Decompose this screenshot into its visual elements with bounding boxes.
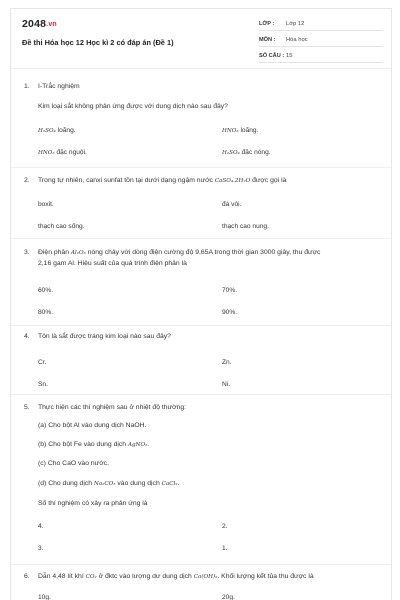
- answer-option-c[interactable]: 3.: [38, 545, 44, 552]
- question-divider: [11, 238, 392, 239]
- answer-option-b[interactable]: 70%.: [222, 287, 238, 294]
- question-divider: [11, 325, 392, 326]
- meta-divider: [259, 62, 383, 63]
- answer-option-d[interactable]: H₂SO₄ đặc nóng.: [222, 149, 271, 156]
- question-text: Thực hiện các thí nghiệm sau ở nhiệt độ thường:: [38, 404, 186, 411]
- question-number: 5.: [24, 404, 30, 411]
- answer-option-b[interactable]: đá vôi.: [222, 201, 242, 208]
- question-divider: [11, 564, 392, 565]
- question-number: 2.: [24, 177, 30, 184]
- question-prompt: Số thí nghiệm có xảy ra phản ứng là: [38, 500, 148, 507]
- question-divider: [11, 167, 392, 168]
- answer-option-a[interactable]: 4.: [38, 523, 44, 530]
- question-text: Trong tự nhiên, canxi sunfat tồn tại dưới dạng ngậm nước CaSO₄.2H₂O được gọi là: [38, 177, 287, 184]
- question-number: 6.: [24, 573, 30, 580]
- answer-option-a[interactable]: boxit.: [38, 201, 54, 208]
- question-number: 3.: [24, 249, 30, 256]
- experiment-a: (a) Cho bột Al vào dung dịch NaOH.: [38, 422, 147, 429]
- answer-option-b[interactable]: Zn.: [222, 359, 232, 366]
- site-logo[interactable]: 2048.vn: [22, 18, 57, 30]
- meta-count: SỐ CÂU : 15: [259, 53, 293, 59]
- question-text: Tôn là sắt được tráng kim loại nào sau đây?: [38, 333, 171, 340]
- answer-option-d[interactable]: Ni.: [222, 381, 231, 388]
- question-number: 1.: [24, 83, 30, 90]
- answer-option-a[interactable]: 10g.: [38, 594, 51, 600]
- meta-subject: MÔN : Hóa học: [259, 37, 308, 43]
- experiment-c: (c) Cho CaO vào nước.: [38, 460, 109, 467]
- answer-option-d[interactable]: 90%.: [222, 309, 238, 316]
- experiment-b: (b) Cho bột Fe vào dung dịch AgNO₃.: [38, 441, 150, 448]
- meta-divider: [259, 46, 383, 47]
- answer-option-a[interactable]: 60%.: [38, 287, 54, 294]
- question-text-line2: 2,16 gam Al. Hiệu suất của quá trình điện phân là: [38, 260, 187, 267]
- answer-option-a[interactable]: H₂SO₄ loãng.: [38, 127, 76, 134]
- question-text: Dẫn 4,48 lít khí CO₂ ở đktc vào lượng dư dung dịch Ca(OH)₂. Khối lượng kết tủa thu được là: [38, 573, 314, 580]
- answer-option-d[interactable]: 1.: [222, 545, 228, 552]
- exam-title: Đề thi Hóa học 12 Học kì 2 có đáp án (Đề 1): [22, 38, 174, 47]
- answer-option-b[interactable]: HNO₃ loãng.: [222, 127, 259, 134]
- answer-option-d[interactable]: thạch cao nung.: [222, 223, 269, 230]
- exam-header: [11, 9, 391, 69]
- answer-option-c[interactable]: 80%.: [38, 309, 54, 316]
- answer-option-c[interactable]: HNO₃ đặc nguội.: [38, 149, 87, 156]
- section-title: I-Trắc nghiệm: [38, 83, 80, 90]
- question-text: Điện phân Al₂O₃ nóng chảy với dòng điện cường độ 9,65A trong thời gian 3000 giây, thu được: [38, 249, 321, 256]
- answer-option-c[interactable]: thạch cao sống.: [38, 223, 85, 230]
- meta-class: LỚP : Lớp 12: [259, 21, 305, 27]
- answer-option-b[interactable]: 2.: [222, 523, 228, 530]
- question-number: 4.: [24, 333, 30, 340]
- answer-option-c[interactable]: Sn.: [38, 381, 48, 388]
- experiment-d: (d) Cho dung dịch Na₂CO₃ vào dung dịch CaCl₂.: [38, 480, 180, 487]
- exam-page: [10, 8, 392, 600]
- answer-option-a[interactable]: Cr.: [38, 359, 47, 366]
- question-divider: [11, 394, 392, 395]
- meta-divider: [259, 30, 383, 31]
- answer-option-b[interactable]: 20g.: [222, 594, 235, 600]
- question-text: Kim loại sắt không phản ứng được với dung dịch nào sau đây?: [38, 103, 228, 110]
